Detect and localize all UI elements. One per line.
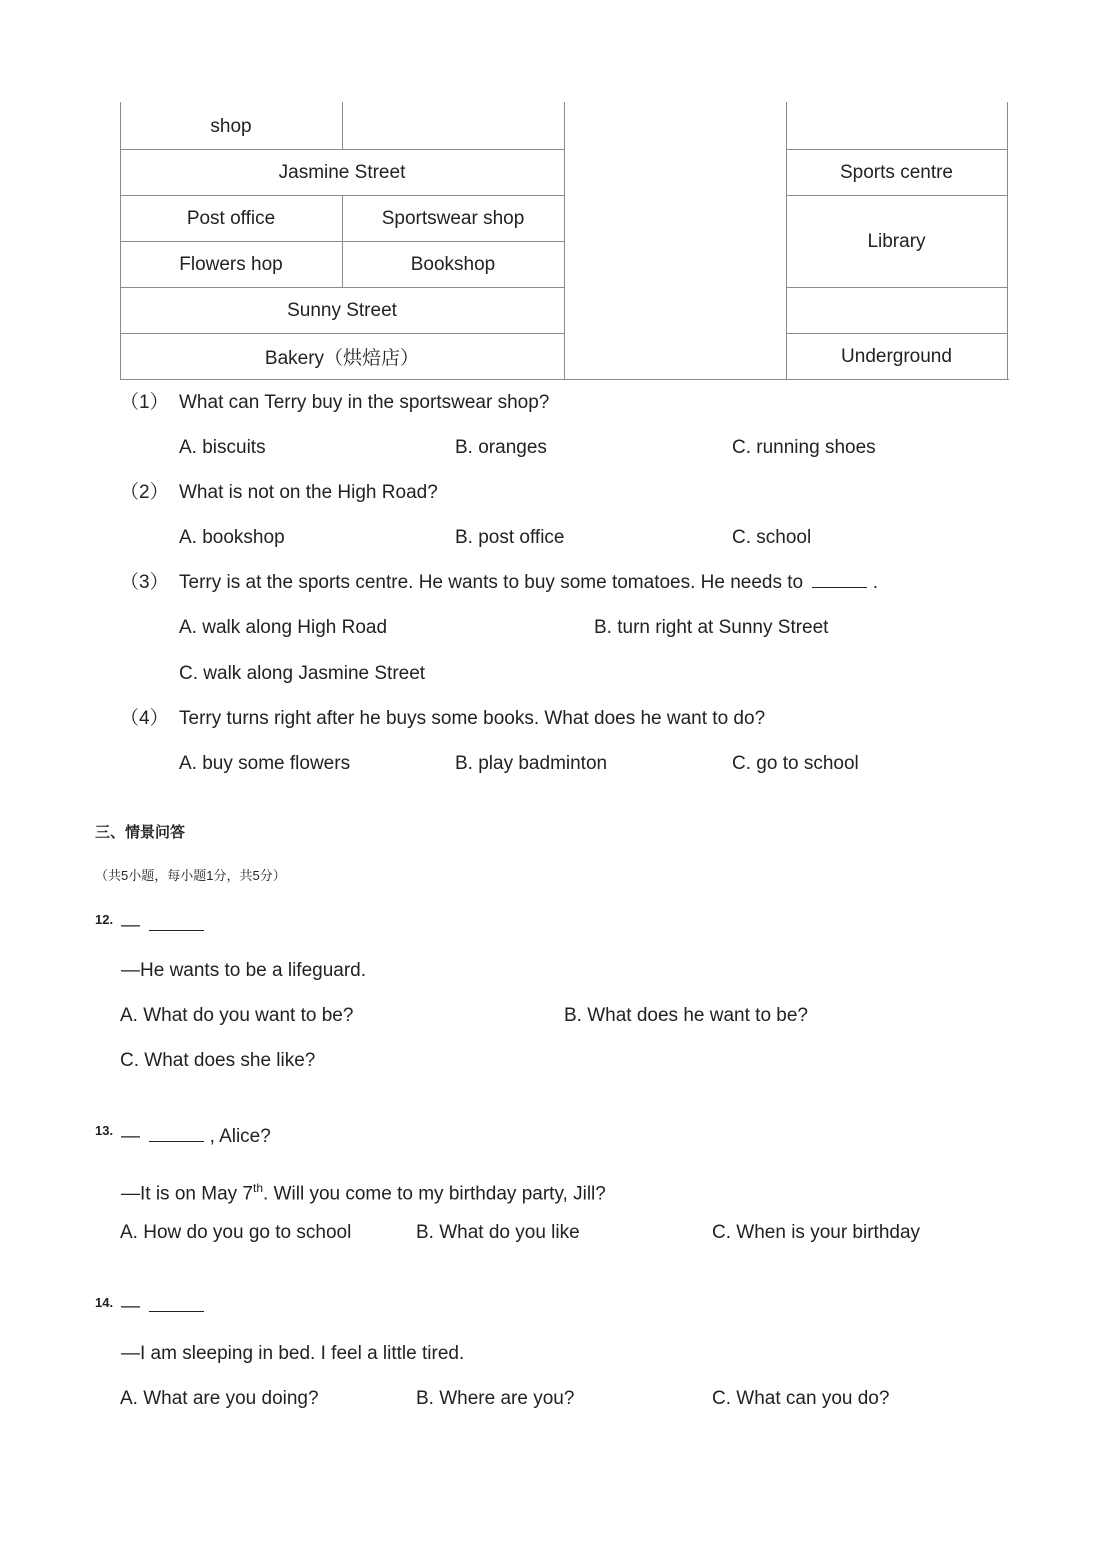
map-cell-sports-centre: Sports centre (840, 161, 953, 183)
map-cell-post-office: Post office (186, 207, 276, 229)
answer-blank[interactable] (149, 1295, 204, 1312)
option-c[interactable]: C. school (732, 527, 812, 548)
option-b[interactable]: B. post office (455, 527, 565, 548)
answer-blank[interactable] (812, 571, 867, 588)
question-number: （1） (120, 392, 169, 413)
option-b[interactable]: B. Where are you? (416, 1388, 575, 1409)
question-text: What is not on the High Road? (179, 482, 438, 503)
item-number: 14. (95, 1295, 114, 1310)
item-dash: — (121, 1126, 140, 1147)
option-b[interactable]: B. play badminton (455, 753, 608, 774)
item-tail: , Alice? (209, 1126, 271, 1147)
question-text: Terry turns right after he buys some books. What does he want to do? (179, 708, 766, 729)
option-c[interactable]: C. running shoes (732, 437, 876, 458)
answer-blank[interactable] (149, 914, 204, 931)
option-b[interactable]: B. What does he want to be? (564, 1005, 808, 1026)
option-b[interactable]: B. What do you like (416, 1222, 580, 1243)
item-number: 12. (95, 912, 114, 927)
item-dash: — (121, 915, 140, 936)
option-c[interactable]: C. go to school (732, 753, 859, 774)
item-answer-post: . Will you come to my birthday party, Jill? (263, 1183, 606, 1205)
option-a[interactable]: A. bookshop (179, 527, 285, 548)
item-answer (121, 1176, 606, 1206)
option-a[interactable]: A. What do you want to be? (120, 1005, 354, 1026)
option-c[interactable]: C. What does she like? (120, 1050, 316, 1071)
item-answer: —He wants to be a lifeguard. (121, 960, 367, 981)
option-a[interactable]: A. What are you doing? (120, 1388, 319, 1409)
item-answer-sup: th (253, 1181, 264, 1195)
map-cell-bookshop: Bookshop (410, 253, 496, 275)
item-answer-pre: —It is on May 7 (121, 1183, 253, 1205)
option-a[interactable]: A. biscuits (179, 437, 266, 458)
option-c[interactable]: C. What can you do? (712, 1388, 890, 1409)
item-answer: —I am sleeping in bed. I feel a little tired. (121, 1343, 465, 1364)
option-c[interactable]: C. When is your birthday (712, 1222, 921, 1243)
question-end: . (872, 572, 878, 593)
question-text: Terry is at the sports centre. He wants to buy some tomatoes. He needs to (179, 572, 804, 593)
option-a[interactable]: A. buy some flowers (179, 753, 351, 774)
map-cell-sportswear-shop: Sportswear shop (381, 207, 525, 229)
option-b[interactable]: B. oranges (455, 437, 547, 458)
question-number: （2） (120, 482, 169, 503)
item-dash: — (121, 1296, 140, 1317)
option-a[interactable]: A. How do you go to school (120, 1222, 352, 1243)
section-note: （共5小题，每小题1分，共5分） (95, 868, 286, 883)
section-title: 三、情景问答 (95, 824, 186, 841)
option-c[interactable]: C. walk along Jasmine Street (179, 663, 426, 684)
question-number: （4） (120, 708, 169, 729)
map-cell-sunny-street: Sunny Street (287, 299, 397, 321)
map-cell-flowers-hop: Flowers hop (179, 253, 283, 275)
map-cell-library: Library (867, 230, 926, 252)
option-b[interactable]: B. turn right at Sunny Street (594, 617, 829, 638)
map-cell-underground: Underground (841, 345, 952, 367)
map-cell-jasmine-street: Jasmine Street (278, 161, 406, 183)
item-number: 13. (95, 1123, 114, 1138)
option-a[interactable]: A. walk along High Road (179, 617, 388, 638)
question-number: （3） (120, 572, 169, 593)
map-cell-shop: shop (210, 115, 252, 137)
answer-blank[interactable] (149, 1125, 204, 1142)
map-cell-bakery: Bakery（烘焙店） (264, 348, 420, 369)
question-text: What can Terry buy in the sportswear shop? (179, 392, 550, 413)
